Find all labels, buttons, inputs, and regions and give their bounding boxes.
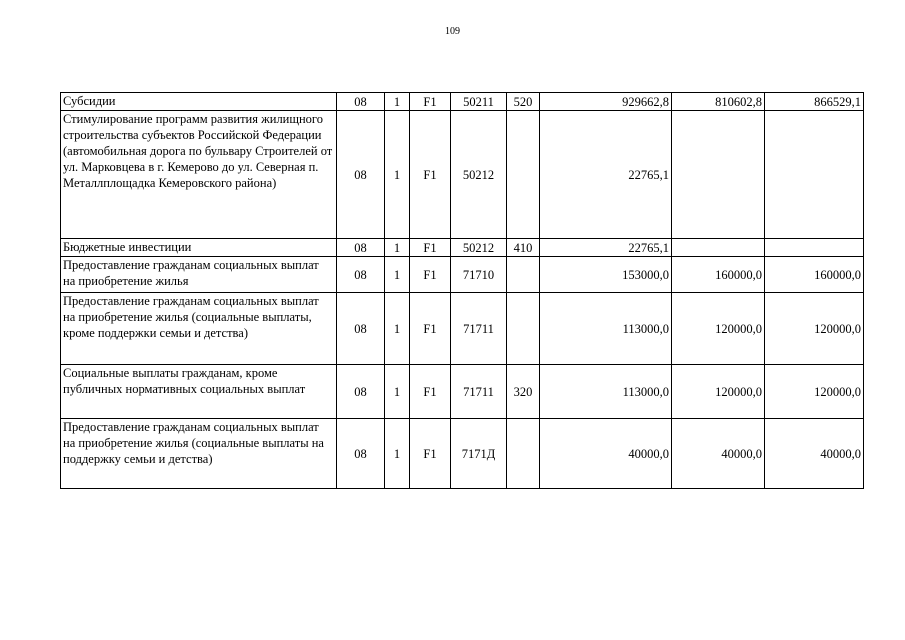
expense-type-code: [507, 257, 540, 293]
amount-year-3: [765, 111, 864, 239]
table-row: [61, 257, 864, 293]
row-name: Предоставление гражданам социальных выплат на приобретение жилья: [61, 257, 337, 293]
amount-year-1: 22765,1: [540, 239, 672, 257]
budget-table: [60, 92, 864, 489]
expense-type-code: 320: [507, 365, 540, 419]
subsection-code: 1: [385, 293, 410, 365]
amount-year-1: 113000,0: [540, 365, 672, 419]
section-code: 08: [337, 111, 385, 239]
program-code: F1: [410, 293, 451, 365]
subsection-code: 1: [385, 365, 410, 419]
program-code: F1: [410, 239, 451, 257]
subsection-code: 1: [385, 239, 410, 257]
target-article-code: 7171Д: [451, 419, 507, 489]
target-article-code: 71711: [451, 365, 507, 419]
target-article-code: 50212: [451, 111, 507, 239]
amount-year-1: 113000,0: [540, 293, 672, 365]
program-code: F1: [410, 93, 451, 111]
expense-type-code: [507, 293, 540, 365]
row-name: Бюджетные инвестиции: [61, 239, 337, 257]
row-name: Стимулирование программ развития жилищного строительства субъектов Российской Федерации (автомобильная дорога по бульвару Строителей от ул. Марковцева в г. Кемерово до ул. Северная п. Металлплощадка Кемеровского района): [61, 111, 337, 239]
program-code: F1: [410, 257, 451, 293]
amount-year-2: [672, 239, 765, 257]
section-code: 08: [337, 365, 385, 419]
table-row: [61, 365, 864, 419]
section-code: 08: [337, 257, 385, 293]
expense-type-code: 520: [507, 93, 540, 111]
amount-year-1: 22765,1: [540, 111, 672, 239]
expense-type-code: [507, 419, 540, 489]
section-code: 08: [337, 293, 385, 365]
section-code: 08: [337, 419, 385, 489]
row-name: Предоставление гражданам социальных выплат на приобретение жилья (социальные выплаты на поддержку семьи и детства): [61, 419, 337, 489]
amount-year-1: 153000,0: [540, 257, 672, 293]
target-article-code: 50212: [451, 239, 507, 257]
row-name: Социальные выплаты гражданам, кроме публичных нормативных социальных выплат: [61, 365, 337, 419]
amount-year-2: 120000,0: [672, 365, 765, 419]
program-code: F1: [410, 419, 451, 489]
amount-year-3: 160000,0: [765, 257, 864, 293]
section-code: 08: [337, 93, 385, 111]
table-row: [61, 93, 864, 111]
expense-type-code: [507, 111, 540, 239]
target-article-code: 71710: [451, 257, 507, 293]
row-name: Предоставление гражданам социальных выплат на приобретение жилья (социальные выплаты, кроме поддержки семьи и детства): [61, 293, 337, 365]
amount-year-2: 160000,0: [672, 257, 765, 293]
table-row: [61, 111, 864, 239]
amount-year-2: 120000,0: [672, 293, 765, 365]
table-row: [61, 293, 864, 365]
amount-year-3: 120000,0: [765, 293, 864, 365]
amount-year-3: 866529,1: [765, 93, 864, 111]
table-row: [61, 419, 864, 489]
amount-year-3: 40000,0: [765, 419, 864, 489]
amount-year-2: [672, 111, 765, 239]
subsection-code: 1: [385, 111, 410, 239]
amount-year-1: 40000,0: [540, 419, 672, 489]
amount-year-2: 40000,0: [672, 419, 765, 489]
page-number: 109: [445, 26, 460, 37]
subsection-code: 1: [385, 257, 410, 293]
target-article-code: 50211: [451, 93, 507, 111]
amount-year-3: 120000,0: [765, 365, 864, 419]
amount-year-2: 810602,8: [672, 93, 765, 111]
target-article-code: 71711: [451, 293, 507, 365]
subsection-code: 1: [385, 419, 410, 489]
row-name: Субсидии: [61, 93, 337, 111]
amount-year-3: [765, 239, 864, 257]
subsection-code: 1: [385, 93, 410, 111]
program-code: F1: [410, 111, 451, 239]
amount-year-1: 929662,8: [540, 93, 672, 111]
program-code: F1: [410, 365, 451, 419]
section-code: 08: [337, 239, 385, 257]
expense-type-code: 410: [507, 239, 540, 257]
table-row: [61, 239, 864, 257]
